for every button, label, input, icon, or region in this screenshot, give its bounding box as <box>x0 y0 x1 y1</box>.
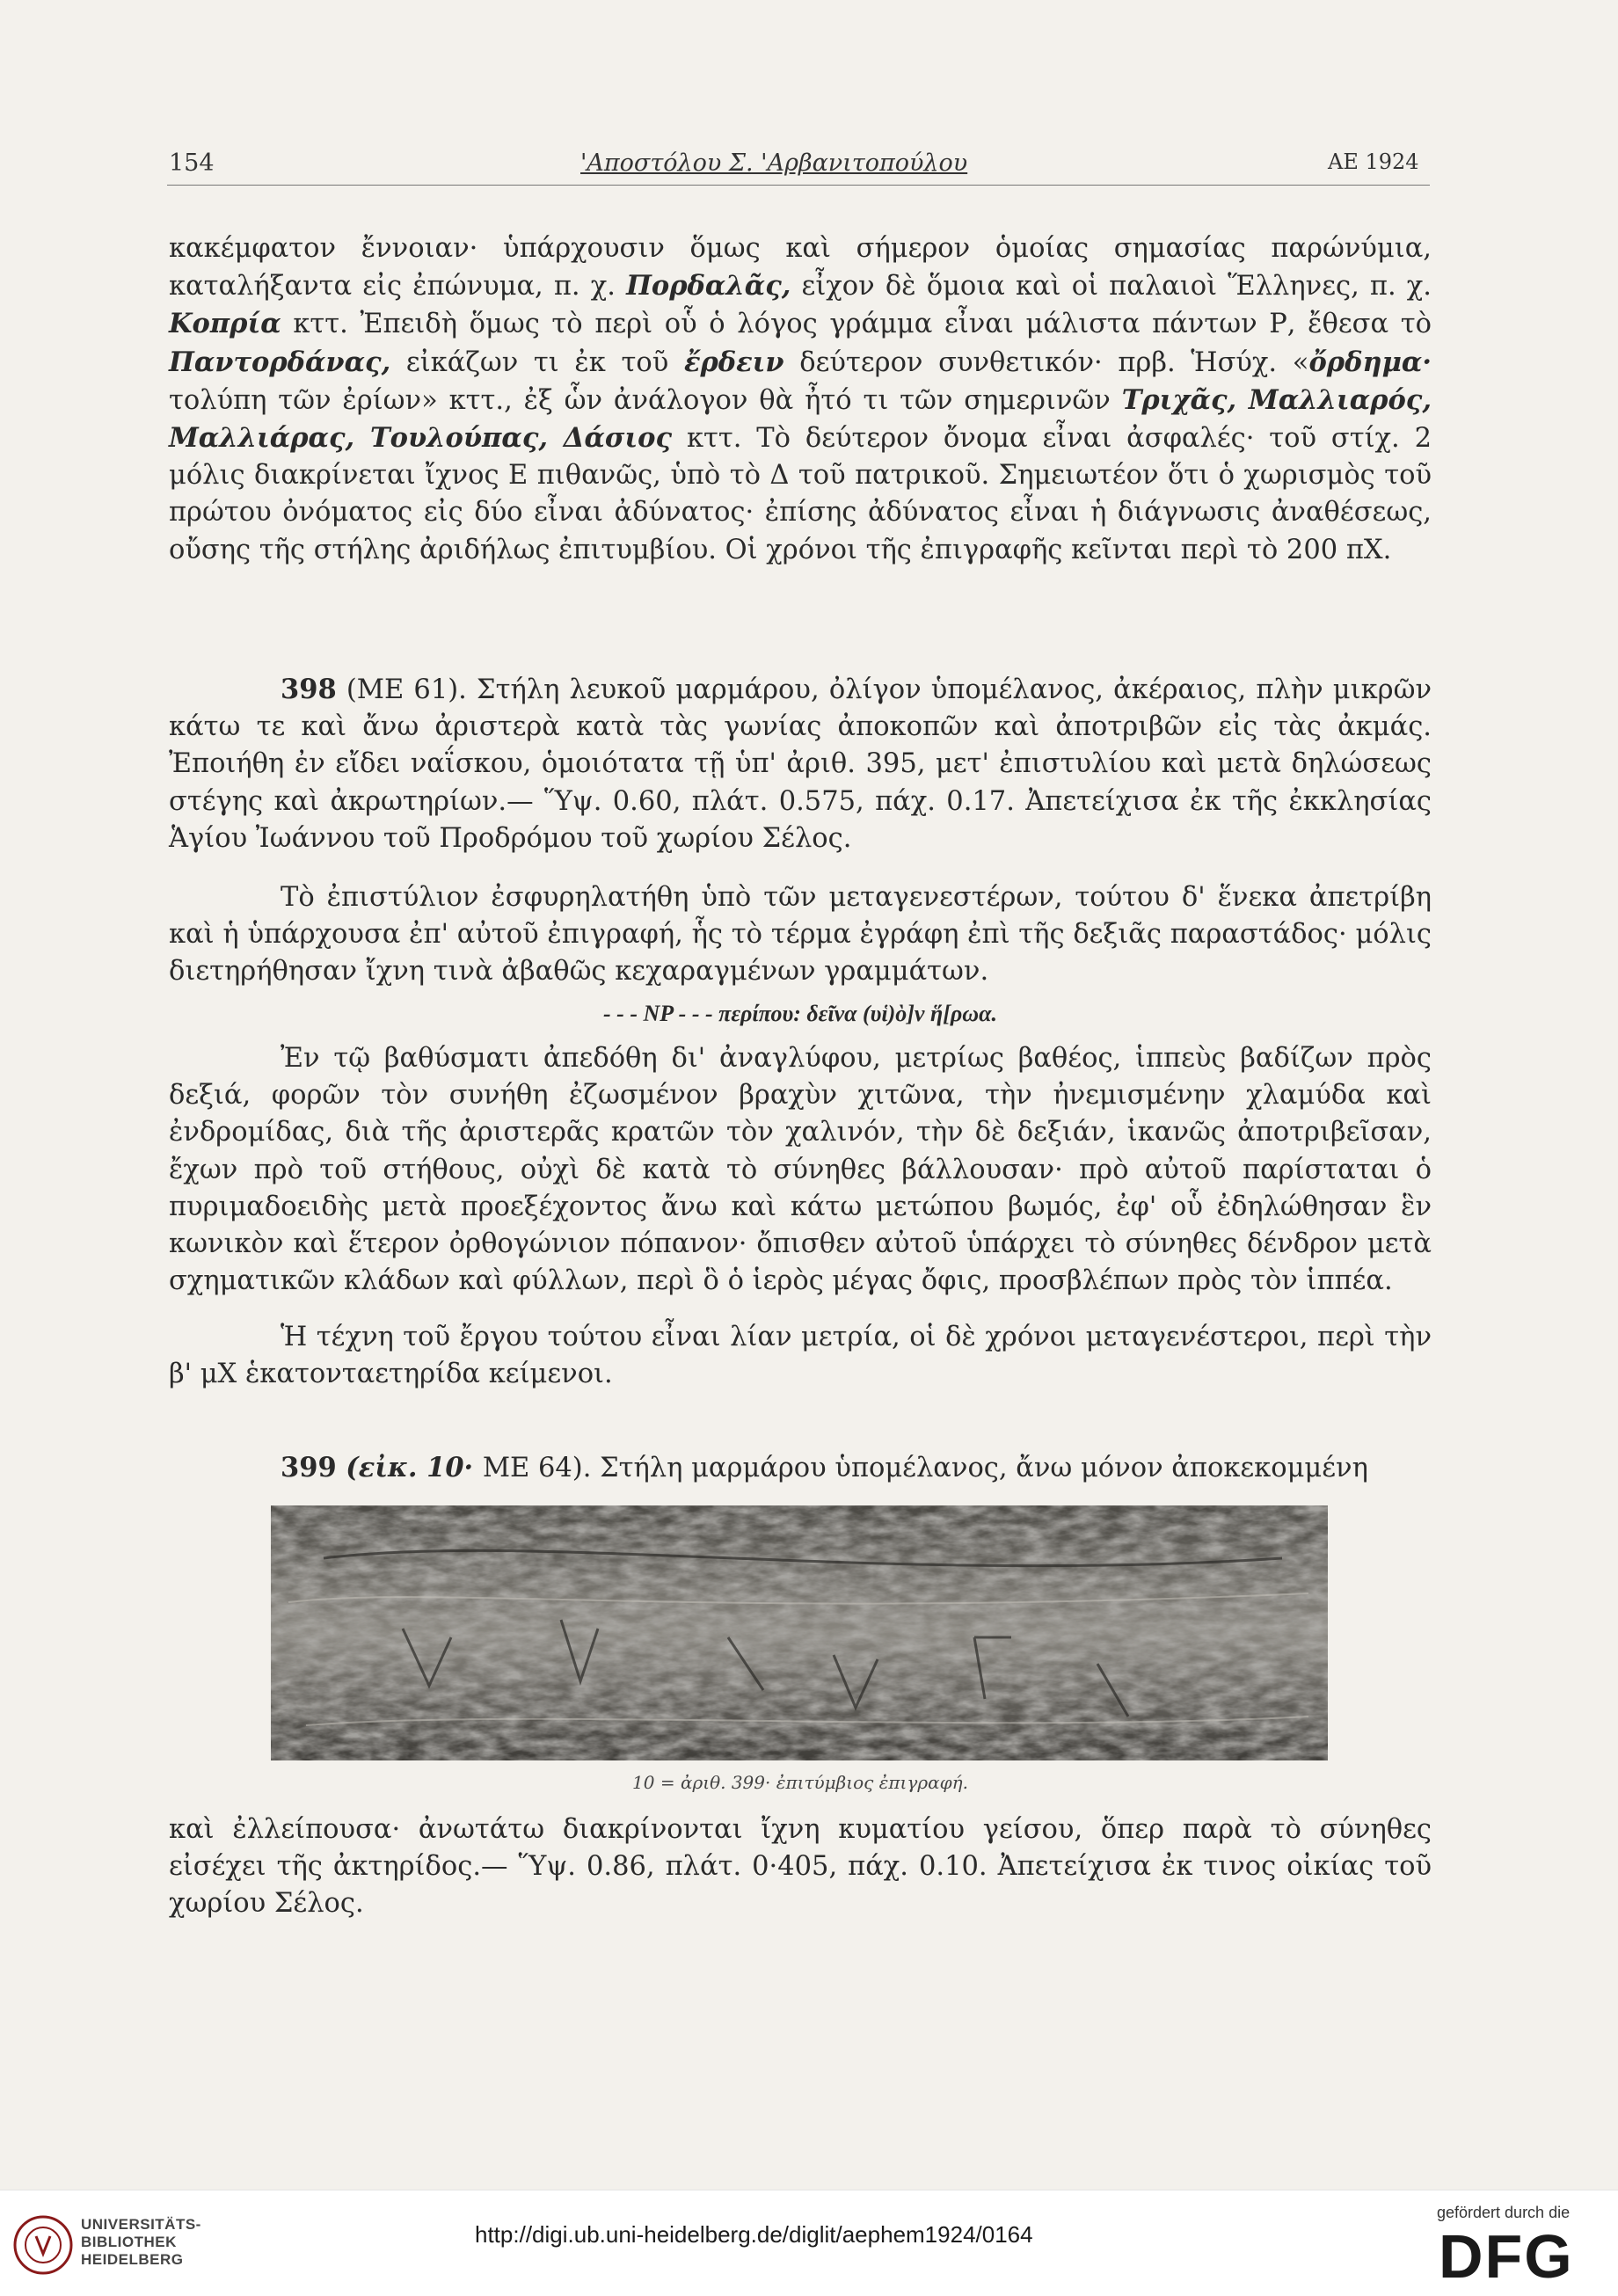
university-library-label <box>81 2216 201 2269</box>
intro-text-7: κττ. Τὸ δεύτερον ὄνομα εἶναι ἀσφαλές· τοῦ στίχ. 2 μόλις διακρίνεται ἴχνος Ε πιθανῶς, ὑπὸ τὸ Δ τοῦ πατρικοῦ. Σημειωτέον ὅτι ὁ χωρισμὸς τοῦ πρώτου ὀνόματος εἰς δύο εἶναι ἀδύνατος· ἐπίσης ἀδύνατος εἶναι ἡ διάγνωσις ἀναθέσεως, οὔσης τῆς στήλης ἀριδήλως ἐπιτυμβίου. Οἱ χρόνοι τῆς ἐπιγραφῆς κεῖνται περὶ τὸ 200 πΧ. <box>169 423 1432 565</box>
entry-398-relief-paragraph: Ἐν τῷ βαθύσματι ἀπεδόθη δι' ἀναγλύφου, μετρίως βαθέος, ἱππεὺς βαδίζων πρὸς δεξιά, φορῶν τὸν συνήθη ἐζωσμένον βραχὺν χιτῶνα, τὴν ἠνεμισμένην χλαμύδα καὶ ἐνδρομίδας, διὰ τῆς ἀριστερᾶς κρατῶν τὸν χαλινόν, τὴν δὲ δεξιάν, ἱκανῶς ἀποτριβεῖσαν, ἔχων πρὸ τοῦ στήθους, οὐχὶ δὲ κατὰ τὸ σύνηθες βάλλουσαν· πρὸ αὐτοῦ παρίσταται ὁ πυριμαδοειδὴς μετὰ προεξέχοντος ἄνω καὶ κάτω μετώπου βωμός, ἐφ' οὗ ἐδηλώθησαν ἓν κωνικὸν καὶ ἕτερον ὀρθογώνιον πόπανον· ὄπισθεν αὐτοῦ ὑπάρχει τὸ σύνηθες δένδρον μετὰ σχηματικῶν κλάδων καὶ φύλλων, περὶ ὃ ὁ ἱερὸς μέγας ὄφις, προσβλέπων πρὸς τὸν ἱππέα. <box>169 1043 1432 1297</box>
inscription-line <box>169 1001 1432 1027</box>
intro-text-3: κττ. Ἐπειδὴ ὅμως τὸ περὶ οὗ ὁ λόγος γράμμα εἶναι μάλιστα πάντων Ρ, ἔθεσα τὸ <box>281 309 1432 340</box>
name-kopria: Κοπρία <box>169 308 281 340</box>
intro-text-5: δεύτερον συνθετικόν· πρβ. Ἡσύχ. « <box>783 346 1309 378</box>
source-url-link[interactable]: http://digi.ub.uni-heidelberg.de/diglit/aephem1924/0164 <box>475 2221 1033 2248</box>
entry-399-continuation: καὶ ἐλλείπουσα· ἀνωτάτω διακρίνονται ἴχνη κυματίου γείσου, ὅπερ παρὰ τὸ σύνηθες εἰσέχει τῆς ἀκτηρίδος.— Ὕψ. 0.86, πλάτ. 0·405, πάχ. 0.10. Ἀπετείχισα ἐκ τινος οἰκίας τοῦ χωρίου Σέλος. <box>169 1814 1432 1920</box>
entry-398-dating-paragraph: Ἡ τέχνη τοῦ ἔργου τούτου εἶναι λίαν μετρία, οἱ δὲ χρόνοι μεταγενέστεροι, περὶ τὴν β' μΧ ἑκατονταετηρίδα κείμενοι. <box>169 1322 1432 1390</box>
stone-texture <box>271 1505 1328 1760</box>
entry-399-paragraph <box>169 1449 1432 1487</box>
word-ordema: ὄρδημα· <box>1308 346 1432 378</box>
university-seal-icon <box>12 2214 74 2276</box>
entry-398-paragraph <box>169 671 1432 857</box>
page-number: 154 <box>169 149 215 177</box>
name-pordalas: Πορδαλᾶς, <box>626 270 791 302</box>
entry-398-text: (ΜΕ 61). Στήλη λευκοῦ μαρμάρου, ὀλίγον ὑπομέλανος, ἀκέραιος, πλὴν μικρῶν κάτω τε καὶ ἄνω ἀριστερὰ κατὰ τὰς γωνίας ἀποκοπῶν καὶ ἀποτριβῶν εἰς τὰς ἀκμάς. Ἐποιήθη ἐν εἴδει ναΐσκου, ὁμοιότατα τῇ ὑπ' ἀριθ. 395, μετ' ἐπιστυλίου καὶ μετὰ δηλώσεως στέγης καὶ ἀκρωτηρίων.— Ὕψ. 0.60, πλάτ. 0.575, πάχ. 0.17. Ἀπετείχισα ἐκ τῆς ἐκκλησίας Ἁγίου Ἰωάννου τοῦ Προδρόμου τοῦ χωρίου Σέλος. <box>169 674 1432 854</box>
entry-399-text: ΜΕ 64). Στήλη μαρμάρου ὑπομέλανος, ἄνω μόνον ἀποκεκομμένη <box>482 1453 1368 1483</box>
inscription-photo <box>271 1505 1328 1760</box>
funding-label: gefördert durch die <box>1437 2204 1571 2221</box>
modern-names: Τριχᾶς, Μαλλιαρός, Μαλλιάρας, Τουλούπας, Δάσιος <box>169 383 1432 455</box>
library-line-3: HEIDELBERG <box>81 2251 184 2268</box>
intro-text-4: εἰκάζων τι ἐκ τοῦ <box>390 346 684 378</box>
entry-398-number: 398 <box>281 674 337 705</box>
library-line-2: BIBLIOTHEK <box>81 2234 177 2250</box>
name-pantordanas: Παντορδάνας, <box>169 346 391 378</box>
intro-text-6: τολύπη τῶν ἐρίων» κττ., ἐξ ὧν ἀνάλογον θὰ ἦτό τι τῶν σημερινῶν <box>169 384 1122 416</box>
entry-399-number: 399 <box>281 1452 337 1483</box>
entry-398-epistyle-paragraph: Τὸ ἐπιστύλιον ἐσφυρηλατήθη ὑπὸ τῶν μεταγενεστέρων, τούτου δ' ἕνεκα ἀπετρίβη καὶ ἡ ὑπάρχουσα ἐπ' αὐτοῦ ἐπιγραφή, ἧς τὸ τέρμα ἐγράφη ἐπὶ τῆς δεξιᾶς παραστάδος· μόλις διετηρήθησαν ἴχνη τινὰ ἀβαθῶς κεχαραγμένων γραμμάτων. <box>169 882 1432 988</box>
journal-label: ΑΕ 1924 <box>1328 149 1419 174</box>
intro-text-2: εἶχον δὲ ὅμοια καὶ οἱ παλαιοὶ Ἕλληνες, π. χ. <box>791 271 1432 302</box>
intro-text-1: κακέμφατον ἔννοιαν· ὑπάρχουσιν ὅμως καὶ σήμερον ὁμοίας σημασίας παρώνύμια, καταλήξαντα εἰς ἐπώνυμα, π. χ. <box>169 233 1432 302</box>
header-rule <box>167 185 1430 186</box>
inscription-prefix: - - - ΝΡ - - - <box>603 1001 713 1026</box>
intro-paragraph <box>169 230 1432 569</box>
running-title: 'Αποστόλου Σ. 'Αρβανιτοπούλου <box>580 149 968 177</box>
inscription-restoration: περίπου: δεῖνα (υἱ)ὸ]ν ἥ[ρωα. <box>718 1001 997 1026</box>
library-line-1: UNIVERSITÄTS- <box>81 2216 201 2233</box>
figure-reference: (εἰκ. 10· <box>336 1452 483 1483</box>
figure-caption: 10 = ἀριθ. 399· ἐπιτύμβιος ἐπιγραφή. <box>632 1772 968 1793</box>
dfg-logo: DFG <box>1439 2222 1574 2291</box>
word-erdein: ἔρδειν <box>683 346 784 378</box>
